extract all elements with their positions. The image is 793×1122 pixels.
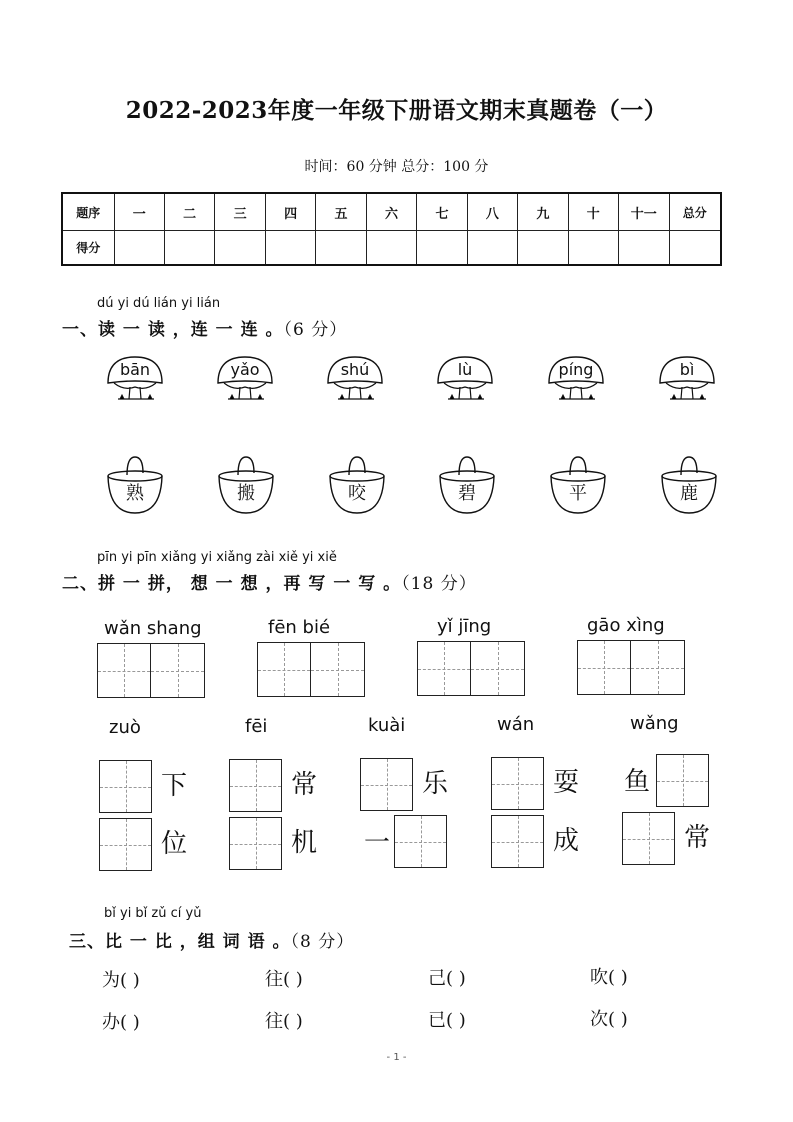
given-character: 一 bbox=[364, 828, 391, 858]
column-header: 三 bbox=[215, 193, 265, 231]
given-character: 鱼 bbox=[624, 767, 651, 797]
section1-heading-text: 一、读 一 读 ，连 一 连 。 bbox=[62, 320, 284, 340]
score-table-score-row bbox=[62, 231, 721, 265]
score-cell[interactable] bbox=[467, 231, 517, 265]
basket-character: 咬 bbox=[348, 483, 366, 504]
writing-cell[interactable] bbox=[311, 643, 364, 696]
score-cell[interactable] bbox=[619, 231, 669, 265]
section3-pinyin: bǐ yi bǐ zǔ cí yǔ bbox=[104, 906, 202, 921]
writing-cell[interactable] bbox=[471, 642, 524, 695]
score-cell[interactable] bbox=[669, 231, 721, 265]
writing-cell[interactable] bbox=[258, 643, 311, 696]
section3-heading-text: 三、比 一 比 ，组 词 语 。 bbox=[69, 932, 291, 952]
writing-box[interactable] bbox=[229, 817, 282, 870]
section3-heading bbox=[69, 927, 354, 952]
mushroom-pinyin: yǎo bbox=[230, 360, 260, 379]
basket-card[interactable] bbox=[216, 455, 276, 517]
score-cell[interactable] bbox=[114, 231, 164, 265]
basket-card[interactable] bbox=[659, 455, 719, 517]
given-character: 成 bbox=[553, 826, 580, 856]
section2-points: （18 分） bbox=[401, 574, 477, 594]
column-header: 十 bbox=[568, 193, 618, 231]
column-header: 六 bbox=[366, 193, 416, 231]
score-cell[interactable] bbox=[568, 231, 618, 265]
word-pinyin: gāo xìng bbox=[587, 615, 665, 636]
column-header: 八 bbox=[467, 193, 517, 231]
score-label: 得分 bbox=[62, 231, 114, 265]
section2-heading bbox=[62, 569, 477, 594]
mushroom-pinyin: lù bbox=[457, 360, 473, 379]
word-group-blank[interactable]: 往( ) bbox=[265, 1011, 303, 1032]
mushroom-pinyin: bān bbox=[119, 360, 151, 379]
mushroom-pinyin: shú bbox=[340, 360, 370, 379]
word-group-blank[interactable]: 为( ) bbox=[102, 970, 140, 991]
writing-cell[interactable] bbox=[151, 644, 204, 697]
writing-box[interactable] bbox=[491, 815, 544, 868]
writing-grid[interactable] bbox=[257, 642, 365, 697]
basket-character: 搬 bbox=[237, 483, 255, 504]
char-pinyin: wǎng bbox=[630, 713, 679, 734]
char-pinyin: zuò bbox=[109, 717, 141, 738]
writing-grid[interactable] bbox=[97, 643, 205, 698]
column-header: 五 bbox=[316, 193, 366, 231]
writing-box[interactable] bbox=[360, 758, 413, 811]
basket-card[interactable] bbox=[327, 455, 387, 517]
char-pinyin: wán bbox=[497, 714, 535, 735]
basket-card[interactable] bbox=[105, 455, 165, 517]
mushroom-card[interactable] bbox=[324, 353, 404, 408]
section1-points: （6 分） bbox=[283, 320, 348, 340]
score-cell[interactable] bbox=[316, 231, 366, 265]
given-character: 机 bbox=[291, 828, 318, 858]
column-header: 二 bbox=[164, 193, 214, 231]
mushroom-card[interactable] bbox=[104, 353, 184, 408]
writing-box[interactable] bbox=[99, 760, 152, 813]
writing-box[interactable] bbox=[394, 815, 447, 868]
column-header: 一 bbox=[114, 193, 164, 231]
score-cell[interactable] bbox=[265, 231, 315, 265]
writing-cell[interactable] bbox=[98, 644, 151, 697]
writing-box[interactable] bbox=[622, 812, 675, 865]
column-header: 七 bbox=[417, 193, 467, 231]
writing-grid[interactable] bbox=[577, 640, 685, 695]
basket-card[interactable] bbox=[437, 455, 497, 517]
writing-box[interactable] bbox=[229, 759, 282, 812]
score-cell[interactable] bbox=[215, 231, 265, 265]
writing-box[interactable] bbox=[99, 818, 152, 871]
mushroom-pinyin: píng bbox=[558, 360, 594, 379]
word-group-blank[interactable]: 往( ) bbox=[265, 969, 303, 990]
section3-points: （8 分） bbox=[290, 932, 355, 952]
question-number-label: 题序 bbox=[62, 193, 114, 231]
writing-cell[interactable] bbox=[578, 641, 631, 694]
page-number: - 1 - bbox=[386, 1052, 407, 1063]
mushroom-card[interactable] bbox=[656, 353, 736, 408]
mushroom-card[interactable] bbox=[434, 353, 514, 408]
writing-grid[interactable] bbox=[417, 641, 525, 696]
given-character: 常 bbox=[684, 823, 711, 853]
page-title: 2022-2023年度一年级下册语文期末真题卷（一） bbox=[125, 97, 668, 124]
char-pinyin: fēi bbox=[245, 716, 268, 737]
section1-pinyin: dú yi dú lián yi lián bbox=[97, 296, 221, 311]
score-cell[interactable] bbox=[417, 231, 467, 265]
word-group-blank[interactable]: 己( ) bbox=[428, 968, 466, 989]
word-group-blank[interactable]: 吹( ) bbox=[590, 967, 628, 988]
char-pinyin: kuài bbox=[368, 715, 406, 736]
score-cell[interactable] bbox=[164, 231, 214, 265]
exam-meta: 时间：60 分钟 总分：100 分 bbox=[304, 159, 489, 175]
basket-character: 鹿 bbox=[680, 483, 698, 504]
total-label: 总分 bbox=[669, 193, 721, 231]
writing-box[interactable] bbox=[656, 754, 709, 807]
score-table bbox=[61, 192, 722, 266]
basket-character: 平 bbox=[569, 483, 587, 504]
basket-card[interactable] bbox=[548, 455, 608, 517]
column-header: 四 bbox=[265, 193, 315, 231]
word-group-blank[interactable]: 次( ) bbox=[590, 1009, 628, 1030]
section2-heading-text: 二、拼 一 拼， 想 一 想 ，再 写 一 写 。 bbox=[62, 574, 402, 594]
basket-character: 熟 bbox=[126, 483, 144, 504]
mushroom-card[interactable] bbox=[214, 353, 294, 408]
given-character: 下 bbox=[161, 771, 188, 801]
given-character: 耍 bbox=[553, 768, 580, 798]
word-pinyin: yǐ jīng bbox=[437, 616, 492, 637]
writing-cell[interactable] bbox=[631, 641, 684, 694]
section1-heading bbox=[62, 315, 347, 340]
column-header: 九 bbox=[518, 193, 568, 231]
word-pinyin: fēn bié bbox=[268, 617, 331, 638]
mushroom-pinyin: bì bbox=[679, 360, 695, 379]
score-cell[interactable] bbox=[366, 231, 416, 265]
column-header: 十一 bbox=[619, 193, 669, 231]
basket-character: 碧 bbox=[458, 483, 476, 504]
word-group-blank[interactable]: 已( ) bbox=[428, 1010, 466, 1031]
writing-box[interactable] bbox=[491, 757, 544, 810]
writing-cell[interactable] bbox=[418, 642, 471, 695]
word-pinyin: wǎn shang bbox=[104, 618, 202, 639]
given-character: 位 bbox=[161, 829, 188, 859]
score-table-header-row bbox=[62, 193, 721, 231]
section2-pinyin: pīn yi pīn xiǎng yi xiǎng zài xiě yi xiě bbox=[97, 550, 337, 565]
word-group-blank[interactable]: 办( ) bbox=[102, 1012, 140, 1033]
score-cell[interactable] bbox=[518, 231, 568, 265]
mushroom-card[interactable] bbox=[545, 353, 625, 408]
given-character: 常 bbox=[291, 770, 318, 800]
given-character: 乐 bbox=[422, 769, 449, 799]
